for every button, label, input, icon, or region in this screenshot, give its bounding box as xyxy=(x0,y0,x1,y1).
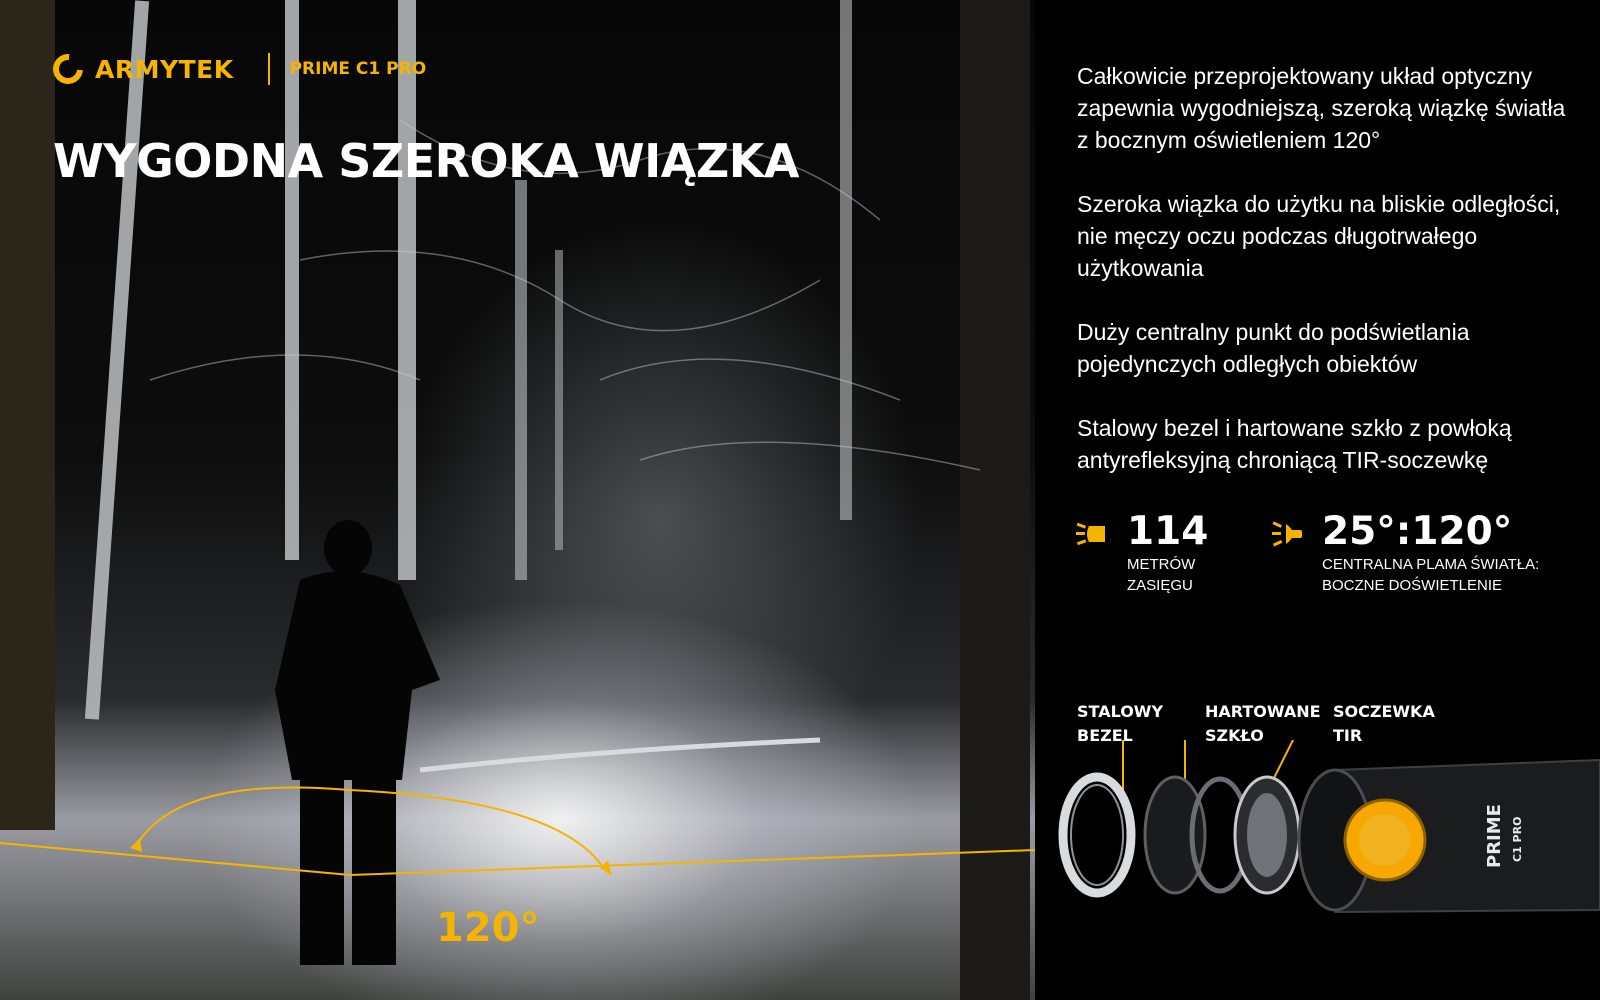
exploded-view-diagram xyxy=(1035,740,1600,980)
beam-angle-arc xyxy=(0,787,1035,875)
armytek-ring-icon xyxy=(47,48,89,90)
stat-range-value: 114 xyxy=(1127,509,1209,554)
flashlight-label-1: PRIME xyxy=(1484,804,1505,868)
beam-angle-label: 120° xyxy=(436,905,540,951)
stat-beam-angle-caption-2: BOCZNE DOŚWIETLENIE xyxy=(1322,577,1503,594)
person-silhouette xyxy=(275,520,440,965)
stat-beam-angle-value: 25°:120° xyxy=(1322,509,1513,554)
page-title: WYGODNA SZEROKA WIĄZKA xyxy=(53,134,799,188)
stat-beam-angle-caption-1: CENTRALNA PLAMA ŚWIATŁA: xyxy=(1322,556,1540,573)
stat-range-caption-2: ZASIĘGU xyxy=(1127,577,1193,594)
feature-text-hotspot: Duży centralny punkt do podświetlania pojedynczych odległych obiektów xyxy=(1077,319,1470,377)
stat-beam-angle xyxy=(1270,510,1539,596)
feature-text-optics: Całkowicie przeprojektowany układ optyczny zapewnia wygodniejszą, szeroką wiązkę światła z bocznym oświetleniem 120° xyxy=(1077,63,1566,153)
feature-text-bezel: Stalowy bezel i hartowane szkło z powłoką antyrefleksyjną chroniącą TIR-soczewkę xyxy=(1077,415,1512,473)
model-name: PRIME C1 PRO xyxy=(289,59,427,79)
brand-logo xyxy=(53,53,426,85)
tempered-glass-part xyxy=(1145,777,1248,893)
stat-range-caption-1: METRÓW xyxy=(1127,556,1196,573)
stat-range xyxy=(1075,510,1208,596)
brand-name: ARMYTEK xyxy=(95,54,234,84)
part-label-steel-bezel: STALOWY BEZEL xyxy=(1077,702,1164,745)
steel-bezel-part xyxy=(1063,777,1131,893)
flashlight-head xyxy=(1299,760,1600,912)
flashlight-label-2: C1 PRO xyxy=(1511,816,1524,862)
brand-divider xyxy=(268,53,270,85)
part-label-tempered-glass: HARTOWANE SZKŁO xyxy=(1205,702,1321,745)
info-panel xyxy=(1035,0,1600,1000)
feature-text-wide-beam: Szeroka wiązka do użytku na bliskie odległości, nie męczy oczu podczas długotrwałego użytkowania xyxy=(1077,191,1561,281)
tir-lens-part xyxy=(1235,777,1299,893)
beam-range-icon xyxy=(1075,520,1111,548)
part-label-tir-lens: SOCZEWKA TIR xyxy=(1333,702,1435,745)
beam-angle-icon xyxy=(1270,520,1306,548)
